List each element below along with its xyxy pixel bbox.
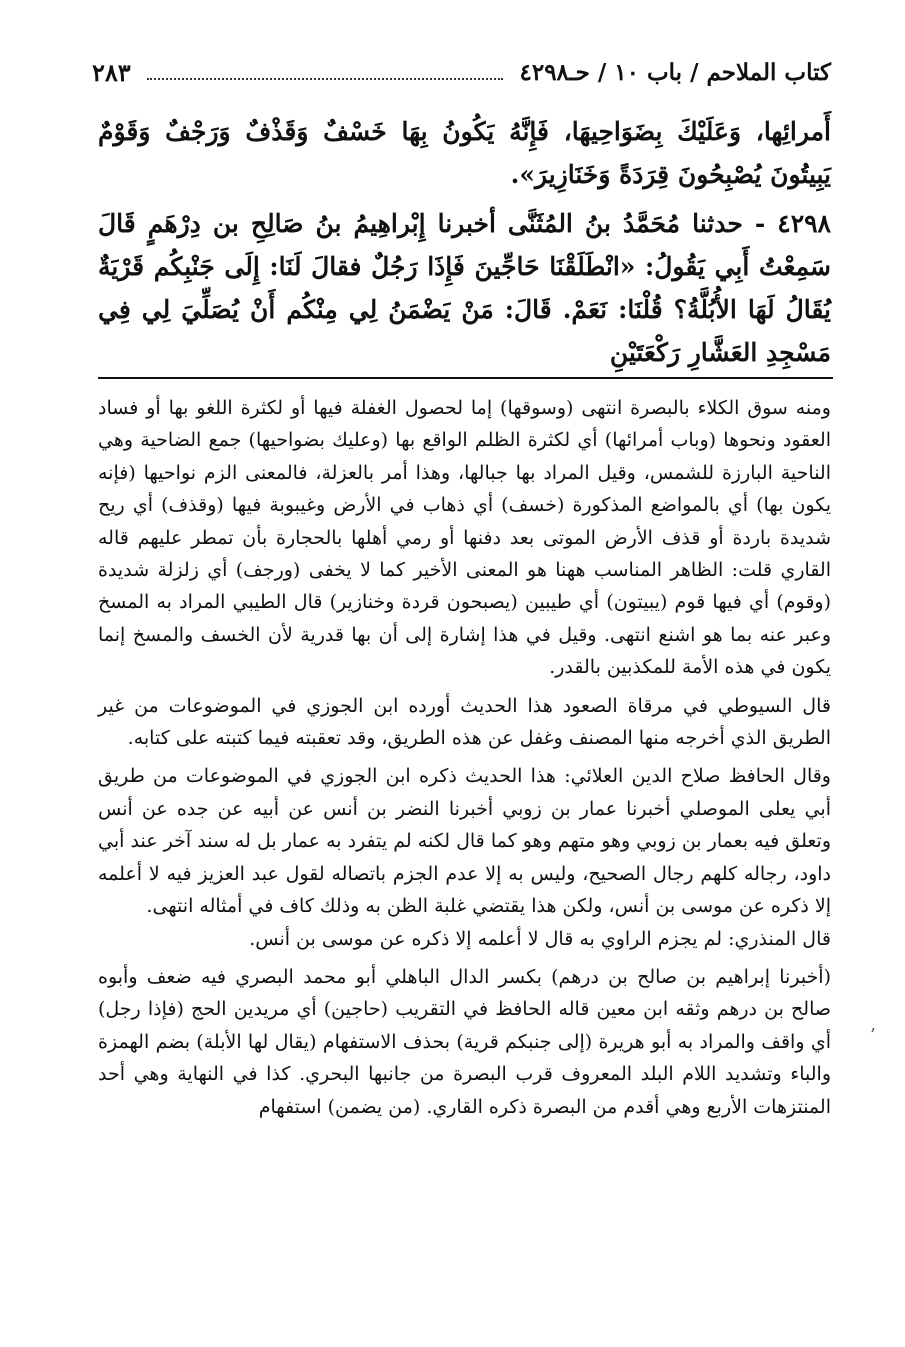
- commentary-paragraph: قال السيوطي في مرقاة الصعود هذا الحديث أورده ابن الجوزي في الموضوعات من غير الطريق الذي أخرجه منها المصنف وغفل عن هذه الطريق، وقد تعقبته فيما كتبته على كتابه.: [98, 694, 831, 750]
- hadith-text-block: [98, 110, 831, 380]
- commentary-paragraph: وقال الحافظ صلاح الدين العلائي: هذا الحديث ذكره ابن الجوزي في الموضوعات من طريق أبي يعلى الموصلي أخبرنا عمار بن زوبي أخبرنا النضر بن أنس عن أبيه عن جده عن أنس وتعلق فيه بعمار بن زوبي وهو متهم وهو كما قال لكنه لم يتفرد به عمار بل له سند آخر عند أبي داود، رجاله كلهم رجال الصحيح، وليس به إلا عدم الجزم باتصاله لقول عبد العزيز فيه لا أعلمه إلا ذكره عن موسى بن أنس، ولكن هذا يقتضي غلبة الظن به وذلك كاف في أمثاله انتهى.: [98, 765, 831, 918]
- dotted-leader: [147, 64, 504, 80]
- hadith-continuation: أَمرائِها، وَعَلَيْكَ بِضَوَاحِيهَا، فَإِنَّهُ يَكُونُ بِهَا خَسْفٌ وَقَذْفٌ وَرَجْفٌ وَقَوْمٌ يَبِيتُونَ يُصْبِحُونَ قِرَدَةً وَخَنَازِيرَ».: [98, 117, 831, 189]
- page-number: ٢٨٣: [92, 57, 131, 87]
- margin-mark: ’: [870, 1025, 876, 1046]
- hadith-body: حدثنا مُحَمَّدُ بنُ المُثَنَّى أخبرنا إِبْراهِيمُ بنُ صَالِحِ بن دِرْهَمٍ قَالَ سَمِعْتُ أَبِي يَقُولُ: «انْطَلَقْنَا حَاجِّينَ فَإِذَا رَجُلٌ فقالَ لَنَا: إِلَى جَنْبِكُم قَرْيَةٌ يُقَالُ لَهَا الأُبُلَّةُ؟ قُلْنَا: نَعَمْ. قَالَ: مَنْ يَضْمَنُ لِي مِنْكُم أَنْ يُصَلِّيَ لِي فِي مَسْجِدِ العَشَّارِ رَكْعَتَيْنِ: [98, 209, 831, 367]
- page-header: [92, 52, 831, 92]
- chapter-title: كتاب الملاحم / باب ١٠ / حـ٤٢٩٨: [519, 58, 831, 86]
- commentary-paragraph: قال المنذري: لم يجزم الراوي به قال لا أعلمه إلا ذكره عن موسى بن أنس.: [249, 927, 831, 950]
- hadith-4298: [98, 202, 831, 374]
- footnote-divider: [98, 377, 833, 379]
- commentary-paragraph: (أخبرنا إبراهيم بن صالح بن درهم) بكسر الدال الباهلي أبو محمد البصري فيه ضعف وأبوه صالح بن درهم وثقه ابن معين قاله الحافظ في التقريب (حاجين) أي مريدين الحج (فإذا رجل) أي واقف والمراد به أبو هريرة (إلى جنبكم قرية) بحذف الاستفهام (يقال لها الأبلة) بضم الهمزة والباء وتشديد اللام البلد المعروف قرب البصرة من جانبها البحري. كذا في النهاية وهي أحد المنتزهات الأربع وهي أقدم من البصرة ذكره القاري. (من يضمن) استفهام: [98, 965, 831, 1118]
- hadith-number: ٤٢٩٨ -: [754, 209, 831, 238]
- commentary-paragraph: ومنه سوق الكلاء بالبصرة انتهى (وسوقها) إما لحصول الغفلة فيها أو لكثرة اللغو بها أو فساد العقود ونحوها (وباب أمرائها) أي لكثرة الظلم الواقع بها (وعليك بضواحيها) جمع الضاحية وهي الناحية البارزة للشمس، وقيل المراد بها جبالها، وهذا أمر بالعزلة، فالمعنى الزم نواحيها (فإنه يكون بها) أي بالمواضع المذكورة (خسف) أي ذهاب في الأرض وغيبوبة فيها (وقذف) أي ريح شديدة باردة أو قذف الأرض الموتى بعد دفنها أو رمي أهلها بالحجارة بأن تمطر عليهم قاله القاري قلت: الظاهر المناسب ههنا هو المعنى الأخير كما لا يخفى (ورجف) أي زلزلة شديدة (وقوم) أي فيها قوم (يبيتون) أي طيبين (يصبحون قردة وخنازير) قال الطيبي المراد به المسخ وعبر عنه بما هو اشنع انتهى. وقيل في هذا إشارة إلى أن بها قدرية لأن الخسف والمسخ إنما يكون في هذه الأمة للمكذبين بالقدر.: [98, 397, 831, 679]
- commentary-block: [98, 392, 831, 1123]
